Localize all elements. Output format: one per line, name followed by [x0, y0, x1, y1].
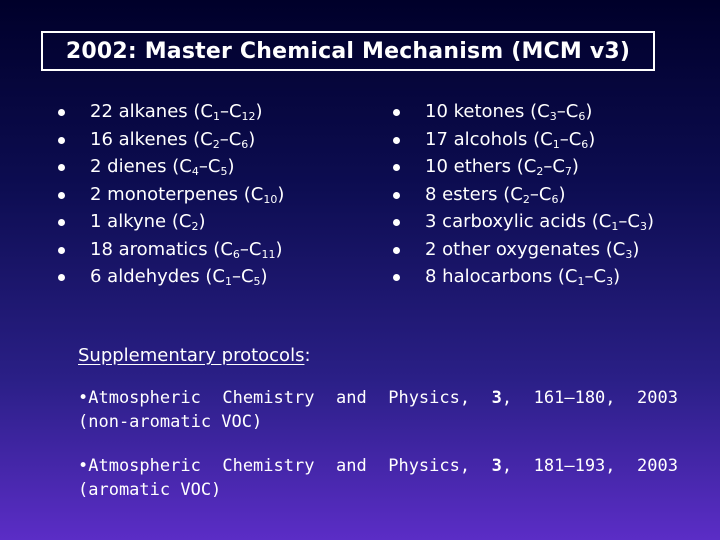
list-item: 2 other oxygenates $(C_3)$	[393, 236, 654, 264]
bullet-icon	[58, 247, 65, 254]
ref-word: •Atmospheric	[78, 388, 201, 408]
ref-year: 2003	[637, 388, 678, 408]
bullet-icon	[393, 274, 400, 281]
bullet-icon	[58, 164, 65, 171]
slide-title-text: 2002: Master Chemical Mechanism (MCM v3)	[65, 38, 631, 64]
ref-pages: 181–193,	[533, 456, 616, 476]
bullet-icon	[58, 109, 65, 116]
list-item: 22 alkanes $(C_1-C_{12})$	[58, 98, 284, 126]
bullet-icon	[58, 192, 65, 199]
list-item: 2 monoterpenes $(C_{10})$	[58, 181, 284, 209]
ref-word: Physics,	[388, 388, 471, 408]
ref-word: Physics,	[388, 456, 471, 476]
list-item: 16 alkenes $(C_2-C_6)$	[58, 126, 284, 154]
ref-word: and	[335, 388, 367, 408]
ref-note: (aromatic VOC)	[78, 480, 222, 500]
bullet-icon	[58, 219, 65, 226]
list-item: 8 esters $(C_2-C_6)$	[393, 181, 654, 209]
bullet-icon	[393, 137, 400, 144]
list-item: 1 alkyne $(C_2)$	[58, 208, 284, 236]
bullet-icon	[393, 109, 400, 116]
ref-year: 2003	[637, 456, 678, 476]
bullet-icon	[58, 274, 65, 281]
bullet-icon	[393, 192, 400, 199]
ref-note: (non-aromatic VOC)	[78, 412, 263, 432]
list-item: 3 carboxylic acids $(C_1-C_3)$	[393, 208, 654, 236]
ref-word: Chemistry	[222, 388, 315, 408]
bullet-icon	[58, 137, 65, 144]
left-compound-list	[58, 98, 284, 291]
supplementary-heading	[78, 345, 311, 366]
list-item: 18 aromatics $(C_6-C_{11})$	[58, 236, 284, 264]
right-compound-list	[393, 98, 654, 291]
ref-word: Chemistry	[222, 456, 315, 476]
bullet-icon	[393, 247, 400, 254]
list-item: 6 aldehydes $(C_1-C_5)$	[58, 263, 284, 291]
bullet-icon	[393, 164, 400, 171]
supplementary-heading-text: Supplementary protocols	[78, 345, 305, 366]
ref-volume: 3,	[491, 456, 513, 476]
list-item: 10 ketones $(C_3-C_6)$	[393, 98, 654, 126]
list-item: 17 alcohols $(C_1-C_6)$	[393, 126, 654, 154]
list-item: 2 dienes $(C_4-C_5)$	[58, 153, 284, 181]
bullet-icon	[393, 219, 400, 226]
ref-word: and	[335, 456, 367, 476]
supplementary-colon: :	[304, 345, 311, 366]
list-item: 10 ethers $(C_2-C_7)$	[393, 153, 654, 181]
list-item: 8 halocarbons $(C_1-C_3)$	[393, 263, 654, 291]
ref-word: •Atmospheric	[78, 456, 201, 476]
ref-pages: 161–180,	[533, 388, 616, 408]
slide-title	[41, 31, 655, 71]
reference-2	[78, 454, 678, 502]
reference-1	[78, 386, 678, 434]
ref-volume: 3,	[491, 388, 513, 408]
